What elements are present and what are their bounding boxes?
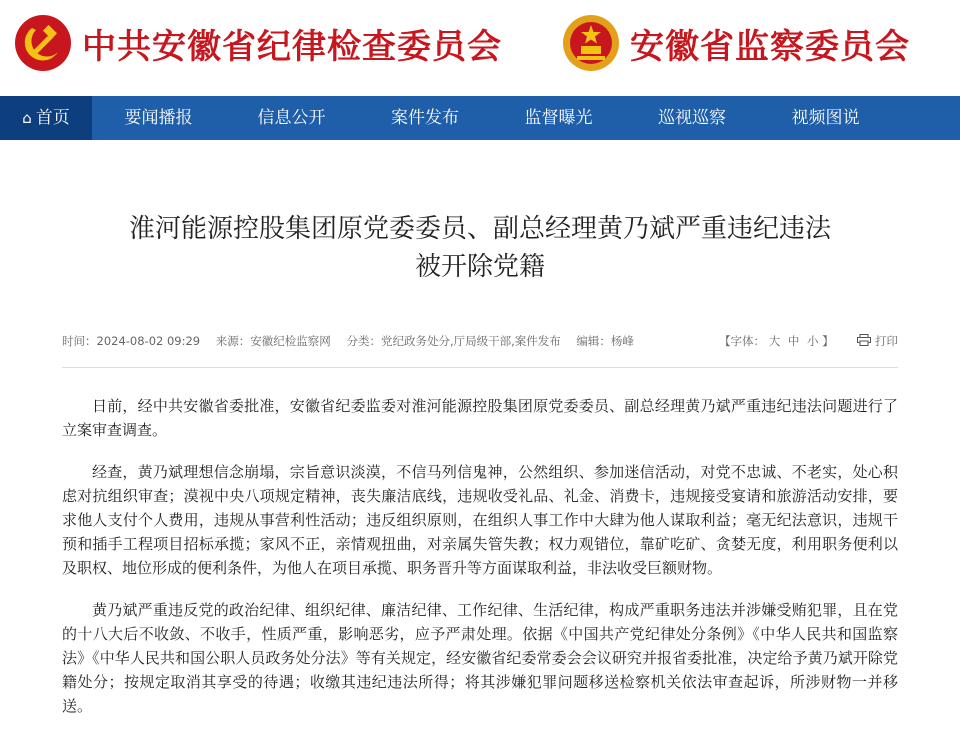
nav-news[interactable]: 要闻播报 xyxy=(124,108,193,128)
article-title-line1: 淮河能源控股集团原党委委员、副总经理黄乃斌严重违纪违法 xyxy=(128,214,831,244)
nav-exposure[interactable]: 监督曝光 xyxy=(524,108,593,128)
article-title-line2: 被开除党籍 xyxy=(414,252,545,282)
site-header xyxy=(0,0,960,96)
font-small-button[interactable]: 小 xyxy=(807,334,819,348)
meta-source: 来源：安徽纪检监察网 xyxy=(215,334,331,348)
article-title xyxy=(40,210,920,286)
party-emblem-icon xyxy=(14,14,72,72)
nav-inspection[interactable]: 巡视巡察 xyxy=(658,108,726,128)
meta-time: 时间：2024-08-02 09:29 xyxy=(62,334,201,348)
brand2-title: 安徽省监察委员会 xyxy=(630,26,910,67)
nav-home[interactable] xyxy=(0,96,92,140)
meta-editor: 编辑：杨峰 xyxy=(576,334,634,348)
print-button[interactable] xyxy=(857,334,898,348)
nav-home-label: 首页 xyxy=(35,108,70,128)
font-size-close: 】 xyxy=(822,334,834,348)
brand-supervision[interactable] xyxy=(562,14,910,72)
font-size-label: 【字体： xyxy=(719,334,766,348)
printer-icon xyxy=(857,334,871,346)
nav-video[interactable]: 视频图说 xyxy=(791,108,860,128)
meta-tools xyxy=(719,333,898,349)
paragraph-1: 日前，经中共安徽省委批准，安徽省纪委监委对淮河能源控股集团原党委委员、副总经理黄乃斌严重违纪违法问题进行了立案审查调查。 xyxy=(62,397,898,439)
brand-ccdi[interactable] xyxy=(14,14,502,72)
main-nav xyxy=(0,96,960,140)
home-icon: ⌂ xyxy=(22,109,32,127)
article-meta xyxy=(62,333,898,349)
font-medium-button[interactable]: 中 xyxy=(787,334,800,348)
nav-info[interactable]: 信息公开 xyxy=(257,108,326,128)
meta-divider xyxy=(62,367,898,368)
paragraph-3: 黄乃斌严重违反党的政治纪律、组织纪律、廉洁纪律、工作纪律、生活纪律，构成严重职务违法并涉嫌受贿犯罪，且在党的十八大后不收敛、不收手，性质严重，影响恶劣，应予严肃处理。依据《中国共产党纪律处分条例》《中华人民共和国监察法》《中华人民共和国公职人员政务处分法》等有关规定，经安徽省纪委常委会会议研究并报省委批准，决定给予黄乃斌开除党籍处分；按规定取消其享受的待遇；收缴其违纪违法所得；将其涉嫌犯罪问题移送检察机关依法审查起诉，所涉财物一并移送。 xyxy=(62,601,898,715)
paragraph-2: 经查，黄乃斌理想信念崩塌，宗旨意识淡漠，不信马列信鬼神，公然组织、参加迷信活动，对党不忠诚、不老实，处心积虑对抗组织审查；漠视中央八项规定精神，丧失廉洁底线，违规收受礼品、礼金、消费卡，违规接受宴请和旅游活动安排，要求他人支付个人费用，违规从事营利性活动；违反组织原则，在组织人事工作中大肆为他人谋取利益；毫无纪法意识，违规干预和插手工程项目招标承揽；家风不正，亲情观扭曲，对亲属失管失教；权力观错位，靠矿吃矿、贪婪无度，利用职务便利以及职权、地位形成的便利条件，为他人在项目承揽、职务晋升等方面谋取利益，非法收受巨额财物。 xyxy=(62,463,898,577)
nav-cases[interactable]: 案件发布 xyxy=(391,108,459,128)
article-body xyxy=(62,394,898,736)
font-large-button[interactable]: 大 xyxy=(768,334,781,348)
meta-category: 分类：党纪政务处分,厅局级干部,案件发布 xyxy=(346,334,561,348)
print-label: 打印 xyxy=(875,334,898,348)
brand1-title: 中共安徽省纪律检查委员会 xyxy=(82,26,502,67)
national-emblem-icon xyxy=(562,14,620,72)
